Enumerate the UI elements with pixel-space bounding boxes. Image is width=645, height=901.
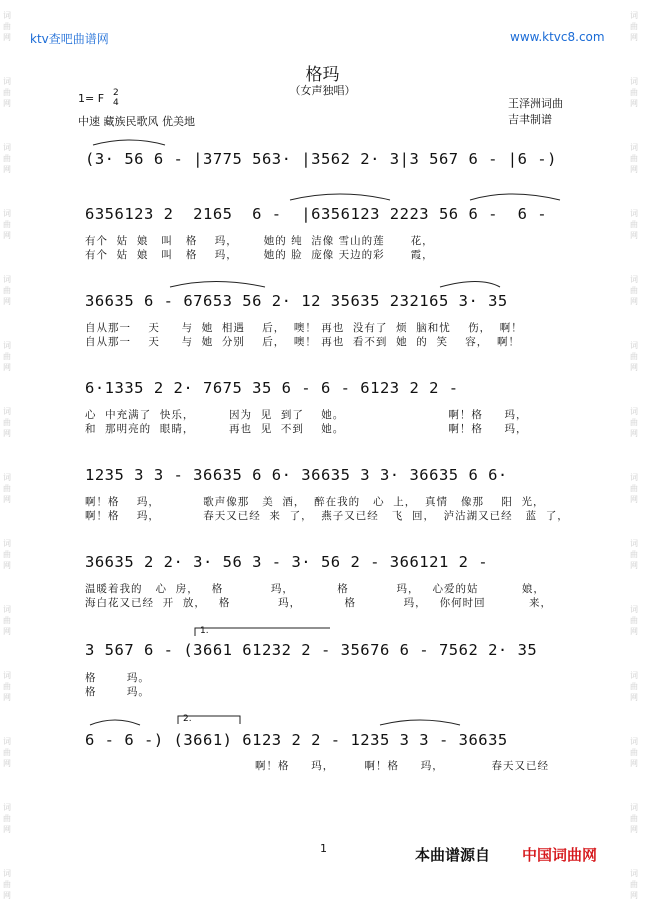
key-signature: 1= F bbox=[78, 92, 105, 105]
watermark-text: 词曲网 bbox=[3, 803, 11, 834]
system-2-lyrics-verse2: 有个 姑 娘 叫 格 玛， 她的 脸 庞像 天边的彩 霞， bbox=[85, 249, 434, 261]
watermark-text: 词曲网 bbox=[3, 143, 11, 174]
slur bbox=[380, 720, 460, 725]
system-5-notes: 1235 3 3 - 36635 6 6· 36635 3 3· 36635 6 6· bbox=[85, 466, 508, 484]
watermark-right bbox=[630, 10, 640, 900]
watermark-text: 词曲网 bbox=[3, 77, 11, 108]
slur bbox=[170, 282, 265, 288]
watermark-text: 词曲网 bbox=[630, 209, 638, 240]
volta-2-bracket bbox=[178, 716, 240, 724]
system-3-lyrics-verse2: 自从那一 天 与 她 分别 后， 噢！ 再也 看不到 她 的 笑 容， 啊！ bbox=[85, 336, 520, 348]
watermark-text: 词曲网 bbox=[3, 737, 11, 768]
watermark-text: 词曲网 bbox=[3, 209, 11, 240]
system-4-lyrics-verse2: 和 那明亮的 眼睛， 再也 见 不到 她。 啊！格 玛， bbox=[85, 423, 528, 435]
song-subtitle: （女声独唱） bbox=[289, 84, 356, 97]
site-link-right[interactable]: www.ktvc8.com bbox=[510, 30, 605, 44]
system-4-notes: 6·1335 2 2· 7675 35 6 - 6 - 6123 2 2 - bbox=[85, 379, 459, 397]
volta-1-bracket bbox=[195, 628, 330, 636]
watermark-text: 词曲网 bbox=[630, 803, 638, 834]
lyricist-credit: 王泽洲词曲 bbox=[508, 97, 563, 110]
watermark-text: 词曲网 bbox=[630, 605, 638, 636]
watermark-text: 词曲网 bbox=[630, 143, 638, 174]
watermark-text: 词曲网 bbox=[630, 671, 638, 702]
slur bbox=[440, 282, 500, 288]
watermark-text: 词曲网 bbox=[630, 737, 638, 768]
volta-1-label: 1. bbox=[200, 626, 209, 636]
slur bbox=[470, 194, 560, 200]
tempo-marking: 中速 藏族民歌风 优美地 bbox=[78, 115, 195, 128]
song-title: 格玛 bbox=[305, 65, 340, 85]
watermark-text: 词曲网 bbox=[3, 671, 11, 702]
system-6-notes: 36635 2 2· 3· 56 3 - 3· 56 2 - 366121 2 - bbox=[85, 553, 489, 571]
watermark-text: 词曲网 bbox=[630, 11, 638, 42]
watermark-text: 词曲网 bbox=[630, 473, 638, 504]
watermark-text: 词曲网 bbox=[3, 869, 11, 900]
watermark-text: 词曲网 bbox=[630, 275, 638, 306]
watermark-text: 词曲网 bbox=[630, 77, 638, 108]
system-6-lyrics-verse2: 海白花又已经 开 放， 格 玛， 格 玛， 你何时回 来， bbox=[85, 597, 553, 609]
system-5-lyrics-verse2: 啊！格 玛， 春天又已经 来 了， 燕子又已经 飞 回， 泸沽湖又已经 蓝 了， bbox=[85, 510, 569, 522]
watermark-text: 词曲网 bbox=[3, 605, 11, 636]
system-7-notes: 3 567 6 - (3661 61232 2 - 35676 6 - 7562 2· 35 bbox=[85, 641, 538, 659]
site-link-left[interactable]: ktv查吧曲谱网 bbox=[30, 32, 109, 46]
system-8-notes: 6 - 6 -) (3661) 6123 2 2 - 1235 3 3 - 36635 bbox=[85, 731, 508, 749]
watermark-text: 词曲网 bbox=[630, 869, 638, 900]
watermark-text: 词曲网 bbox=[3, 275, 11, 306]
system-3-notes: 36635 6 - 67653 56 2· 12 35635 232165 3· 35 bbox=[85, 292, 508, 310]
watermark-text: 词曲网 bbox=[3, 473, 11, 504]
system-3-lyrics-verse1: 自从那一 天 与 她 相遇 后， 噢！ 再也 没有了 烦 脑和忧 伤， 啊！ bbox=[85, 322, 523, 334]
watermark-text: 词曲网 bbox=[630, 407, 638, 438]
watermark-text: 词曲网 bbox=[3, 539, 11, 570]
watermark-text: 词曲网 bbox=[3, 11, 11, 42]
system-7-lyrics-verse1: 格 玛。 bbox=[85, 672, 150, 684]
watermark-text: 词曲网 bbox=[3, 341, 11, 372]
system-2-notes: 6356123 2 2165 6 - |6356123 2223 56 6 - 6 - bbox=[85, 205, 548, 223]
slur bbox=[93, 140, 165, 145]
slur bbox=[90, 720, 140, 725]
brand-link[interactable]: 中国词曲网 bbox=[522, 846, 598, 864]
volta-2-label: 2. bbox=[183, 714, 192, 724]
meter-top: 2 bbox=[113, 88, 119, 98]
system-4-lyrics-verse1: 心 中充满了 快乐， 因为 见 到了 她。 啊！格 玛， bbox=[85, 409, 528, 421]
source-label: 本曲谱源自 bbox=[415, 846, 491, 864]
meter-bottom: 4 bbox=[113, 98, 119, 108]
system-1-notes: (3· 56 6 - |3775 563· |3562 2· 3|3 567 6 - |6 -) bbox=[85, 150, 557, 168]
system-2-lyrics-verse1: 有个 姑 娘 叫 格 玛， 她的 纯 洁像 雪山的莲 花， bbox=[85, 235, 434, 247]
watermark-text: 词曲网 bbox=[3, 407, 11, 438]
watermark-text: 词曲网 bbox=[630, 341, 638, 372]
page-number: 1 bbox=[320, 842, 327, 855]
watermark-left bbox=[3, 10, 13, 900]
watermark-text: 词曲网 bbox=[630, 539, 638, 570]
system-7-lyrics-verse2: 格 玛。 bbox=[85, 686, 150, 698]
system-6-lyrics-verse1: 温暖着我的 心 房， 格 玛， 格 玛， 心爱的姑 娘， bbox=[85, 583, 545, 595]
system-8-lyrics-verse1: 啊！格 玛， 啊！格 玛， 春天又已经 bbox=[255, 760, 549, 772]
transcriber-credit: 吉聿制谱 bbox=[508, 113, 552, 126]
slur bbox=[290, 194, 390, 200]
system-5-lyrics-verse1: 啊！格 玛， 歌声像那 美 酒， 醉在我的 心 上， 真情 像那 阳 光， bbox=[85, 496, 545, 508]
